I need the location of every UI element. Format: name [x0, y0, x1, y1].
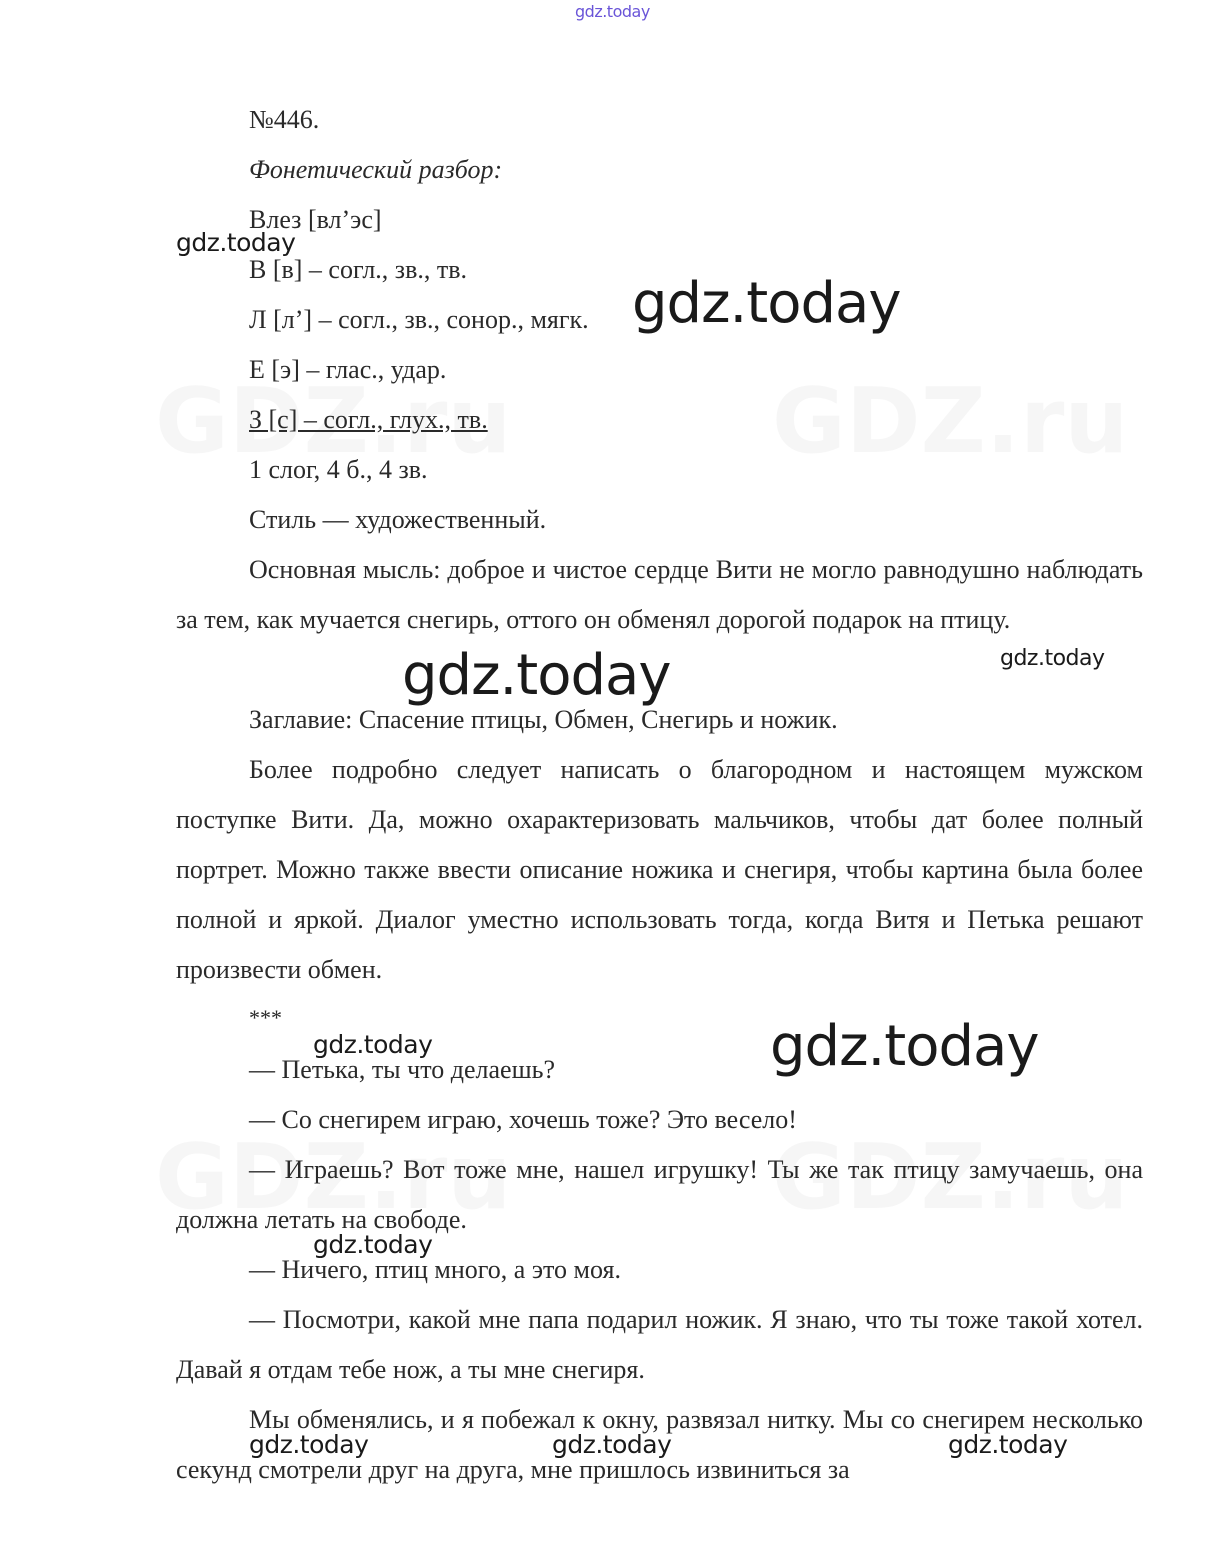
syllable-summary: 1 слог, 4 б., 4 зв. — [249, 455, 428, 484]
dialogue-line: — Играешь? Вот тоже мне, нашел игрушку! Ты же так птицу замучаешь, она должна летать на свободе. — [176, 1155, 1143, 1234]
phonetic-heading: Фонетический разбор: — [249, 155, 503, 184]
word-transcription: Влез [вл’эс] — [249, 205, 382, 234]
letter-line: Л [л’] – согл., зв., сонор., мягк. — [249, 305, 589, 334]
watermark: gdz.today — [313, 1230, 433, 1259]
watermark: gdz.today — [313, 1030, 433, 1059]
dialogue-line: — Посмотри, какой мне папа подарил ножик. Я знаю, что ты тоже такой хотел. Давай я отдам тебе нож, а ты мне снегиря. — [176, 1305, 1143, 1384]
watermark: gdz.today — [948, 1430, 1068, 1459]
dialogue-line: — Ничего, птиц много, а это моя. — [249, 1255, 621, 1284]
main-idea-paragraph: Основная мысль: доброе и чистое сердце Вити не могло равнодушно наблюдать за тем, как мучается снегирь, оттого он обменял дорогой подарок на птицу. — [176, 555, 1143, 634]
watermark: gdz.today — [632, 271, 901, 336]
watermark: gdz.today — [1000, 646, 1105, 671]
closing-paragraph: Мы обменялись, и я побежал к окну, развязал нитку. Мы со снегирем несколько секунд смотрели друг на друга, мне пришлось извиниться за — [176, 1405, 1143, 1484]
style-line: Стиль — художественный. — [249, 505, 547, 534]
title-options: Заглавие: Спасение птицы, Обмен, Снегирь и ножик. — [249, 705, 838, 734]
ghost-watermark — [772, 372, 1128, 472]
watermark: gdz.today — [176, 228, 296, 257]
dialogue-line: — Петька, ты что делаешь? — [249, 1055, 555, 1084]
site-watermark-top: gdz.today — [575, 2, 650, 21]
watermark: gdz.today — [249, 1430, 369, 1459]
story-separator: *** — [249, 1005, 282, 1030]
letter-line: В [в] – согл., зв., тв. — [249, 255, 467, 284]
dialogue-line: — Со снегирем играю, хочешь тоже? Это весело! — [249, 1105, 797, 1134]
task-number: №446. — [249, 105, 320, 134]
watermark: gdz.today — [402, 643, 671, 708]
letter-line: З [с] – согл., глух., тв. — [249, 405, 488, 434]
advice-paragraph: Более подробно следует написать о благородном и настоящем мужском поступке Вити. Да, можно охарактеризовать мальчиков, чтобы дат более полный портрет. Можно также ввести описание ножика и снегиря, чтобы картина была более полной и яркой. Диалог уместно использовать тогда, когда Витя и Петька решают произвести обмен. — [176, 755, 1143, 984]
watermark: gdz.today — [552, 1430, 672, 1459]
letter-line: Е [э] – глас., удар. — [249, 355, 447, 384]
watermark: gdz.today — [770, 1014, 1039, 1079]
